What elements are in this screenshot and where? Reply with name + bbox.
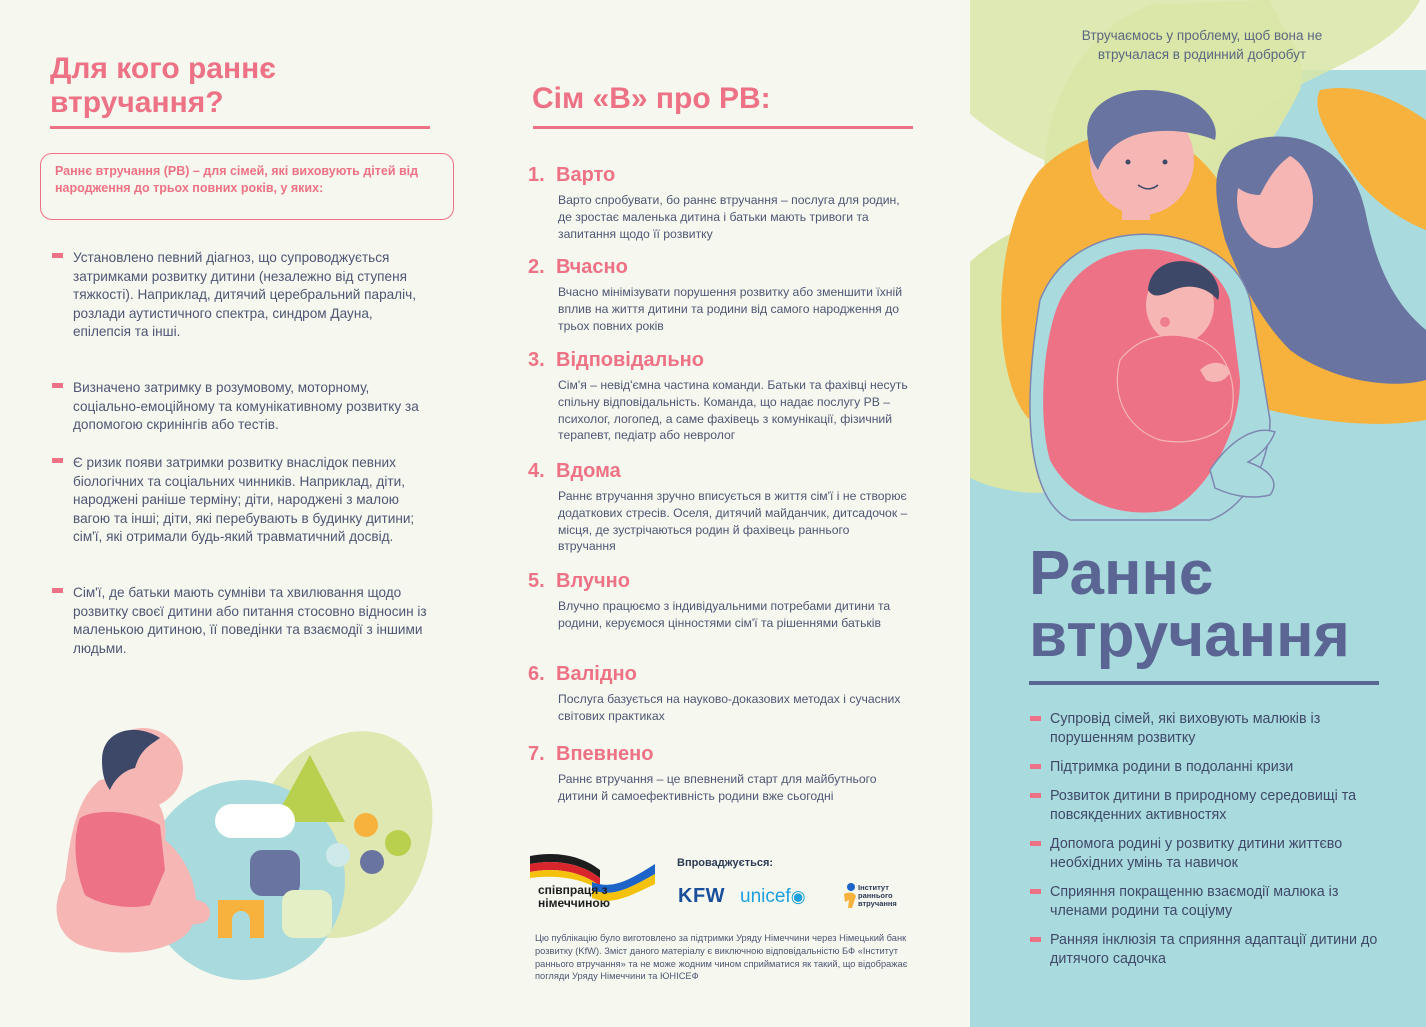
- v-item-number: 7.: [528, 743, 545, 765]
- bullet-marker: [1030, 793, 1041, 798]
- child-playing-illustration: [40, 700, 460, 1000]
- left-bullet: Установлено певний діагноз, що супроводжується затримками розвитку дитини (незалежно від ступеня тяжкості). Наприклад, дитячий церебральний параліч, розлади аутистичного спектра, синдром Дауна, епілепсія та інші.: [50, 249, 434, 342]
- v-item-number: 3.: [528, 349, 545, 371]
- left-bullet: Визначено затримку в розумовому, моторному, соціально-емоційному та комунікативному розвитку за допомогою скринінгів або тестів.: [50, 379, 434, 435]
- middle-panel: [470, 0, 970, 1027]
- v-item-text: Послуга базується на науково-доказових методах і сучасних світових практиках: [558, 692, 901, 723]
- left-bullet-list-2: [50, 379, 434, 435]
- bullet-marker: [52, 253, 63, 258]
- v-item-title: Вдома: [556, 460, 621, 482]
- right-bullet: Супровід сімей, які виховують малюків із порушенням розвитку: [1028, 710, 1378, 748]
- right-bullet: Ранняя інклюзія та сприяння адаптації дитини до дитячого садочка: [1028, 931, 1378, 969]
- bullet-marker: [52, 383, 63, 388]
- v-item-number: 5.: [528, 570, 545, 592]
- kfw-logo: KFW: [678, 885, 726, 907]
- bullet-marker: [1030, 889, 1041, 894]
- v-item-title: Вчасно: [556, 256, 628, 278]
- left-bullet: Сім'ї, де батьки мають сумніви та хвилювання щодо розвитку своєї дитини або питання стосовно відносин із маленькою дитиною, її поведінки та взаємодії з іншими людьми.: [50, 584, 434, 658]
- v-item-title: Впевнено: [556, 743, 654, 765]
- v-item-number: 2.: [528, 256, 545, 278]
- v-item-text: Влучно працюємо з індивідуальними потребами дитини та родини, керуємося цінностями сім'ї та рішеннями батьків: [558, 599, 891, 630]
- v-item-number: 1.: [528, 164, 545, 186]
- intro-box: Раннє втручання (РВ) – для сімей, які виховують дітей від народження до трьох повних років, у яких:: [40, 153, 454, 220]
- left-bullet-list-4: [50, 584, 434, 658]
- tagline: Втручаємось у проблему, щоб вона не втручалася в родинний добробут: [1081, 28, 1323, 62]
- middle-title-divider: [533, 126, 913, 129]
- unicef-globe-icon: ◉: [790, 887, 806, 906]
- v-item-title: Варто: [556, 164, 616, 186]
- institute-logo-text: Інститут раннього втручання: [858, 883, 897, 908]
- coop-germany-text: співпраця з німеччиною: [538, 883, 610, 910]
- middle-title: Сім «В» про РВ:: [532, 82, 771, 115]
- v-item-title: Валідно: [556, 663, 637, 685]
- bullet-marker: [52, 458, 63, 463]
- left-title-line1: Для кого раннє: [50, 52, 276, 85]
- v-item-number: 6.: [528, 663, 545, 685]
- main-title-line2: втручання: [1029, 601, 1350, 670]
- main-title-divider: [1029, 681, 1379, 685]
- v-item-title: Влучно: [556, 570, 630, 592]
- left-title-divider: [50, 126, 430, 129]
- institute-logo-icon: [840, 882, 858, 910]
- left-title: [50, 52, 410, 120]
- left-bullet-list: [50, 249, 434, 342]
- v-item-text: Вчасно мінімізувати порушення розвитку або зменшити їхній вплив на життя дитини та родини від самого народження до трьох повних років: [558, 285, 903, 333]
- bullet-marker: [52, 588, 63, 593]
- right-bullet: Сприяння покращенню взаємодії малюка із членами родини та соціуму: [1028, 883, 1378, 921]
- left-title-line2: втручання?: [50, 86, 224, 119]
- unicef-logo: unicef◉: [740, 886, 806, 907]
- bullet-marker: [1030, 841, 1041, 846]
- bullet-marker: [1030, 937, 1041, 942]
- bullet-marker: [1030, 716, 1041, 721]
- right-bullet: Допомога родині у розвитку дитини життєво необхідних умінь та навичок: [1028, 835, 1378, 873]
- bullet-marker: [1030, 764, 1041, 769]
- main-title: [1029, 539, 1350, 670]
- partners-label: Впроваджується:: [677, 857, 774, 869]
- left-bullet-list-3: [50, 454, 434, 547]
- right-bullet: Підтримка родини в подоланні кризи: [1028, 758, 1378, 777]
- v-item-title: Відповідально: [556, 349, 704, 371]
- v-item-number: 4.: [528, 460, 545, 482]
- right-panel: [970, 0, 1426, 1027]
- left-panel: [0, 0, 470, 1027]
- right-bullet: Розвиток дитини в природному середовищі та повсякденних активностях: [1028, 787, 1378, 825]
- v-item-text: Раннє втручання зручно вписується в життя сім'ї і не створює додаткових стресів. Оселя, дитячий майданчик, дитсадочок – місця, де зустрічаються родин й фахівець раннього втручання: [558, 489, 908, 554]
- v-item-text: Сім'я – невід'ємна частина команди. Батьки та фахівці несуть спільну відповідальність. Команда, що надає послугу РВ – психолог, логопед, а саме фахівець з комунікації, фізичний терапевт, педіатр або невролог: [558, 378, 908, 443]
- left-bullet: Є ризик появи затримки розвитку внаслідок певних біологічних та соціальних чинників. Наприклад, діти, народжені раніше терміну; діти, народжені з малою вагою та інші; діти, які перебувають в будинку дитини; сім'ї, які отримали будь-який травматичний досвід.: [50, 454, 434, 547]
- right-bullet-list: [1028, 710, 1378, 979]
- v-item-text: Варто спробувати, бо раннє втручання – послуга для родин, де зростає маленька дитина і батьки мають тривоги та запитання щодо її розвитку: [558, 193, 900, 241]
- main-title-line1: Раннє: [1029, 539, 1214, 608]
- v-item-text: Раннє втручання – це впевнений старт для майбутнього дитини й самоефективність родини вже сьогодні: [558, 772, 877, 803]
- disclaimer: Цю публікацію було виготовлено за підтримки Уряду Німеччини через Німецький банк розвитку (KfW). Зміст даного матеріалу є виключною відповідальністю БФ «Інститут раннього втручання» та не може жодним чином сприйматися як такий, що відображає погляди Уряду Німеччини та ЮНІСЕФ: [535, 933, 908, 982]
